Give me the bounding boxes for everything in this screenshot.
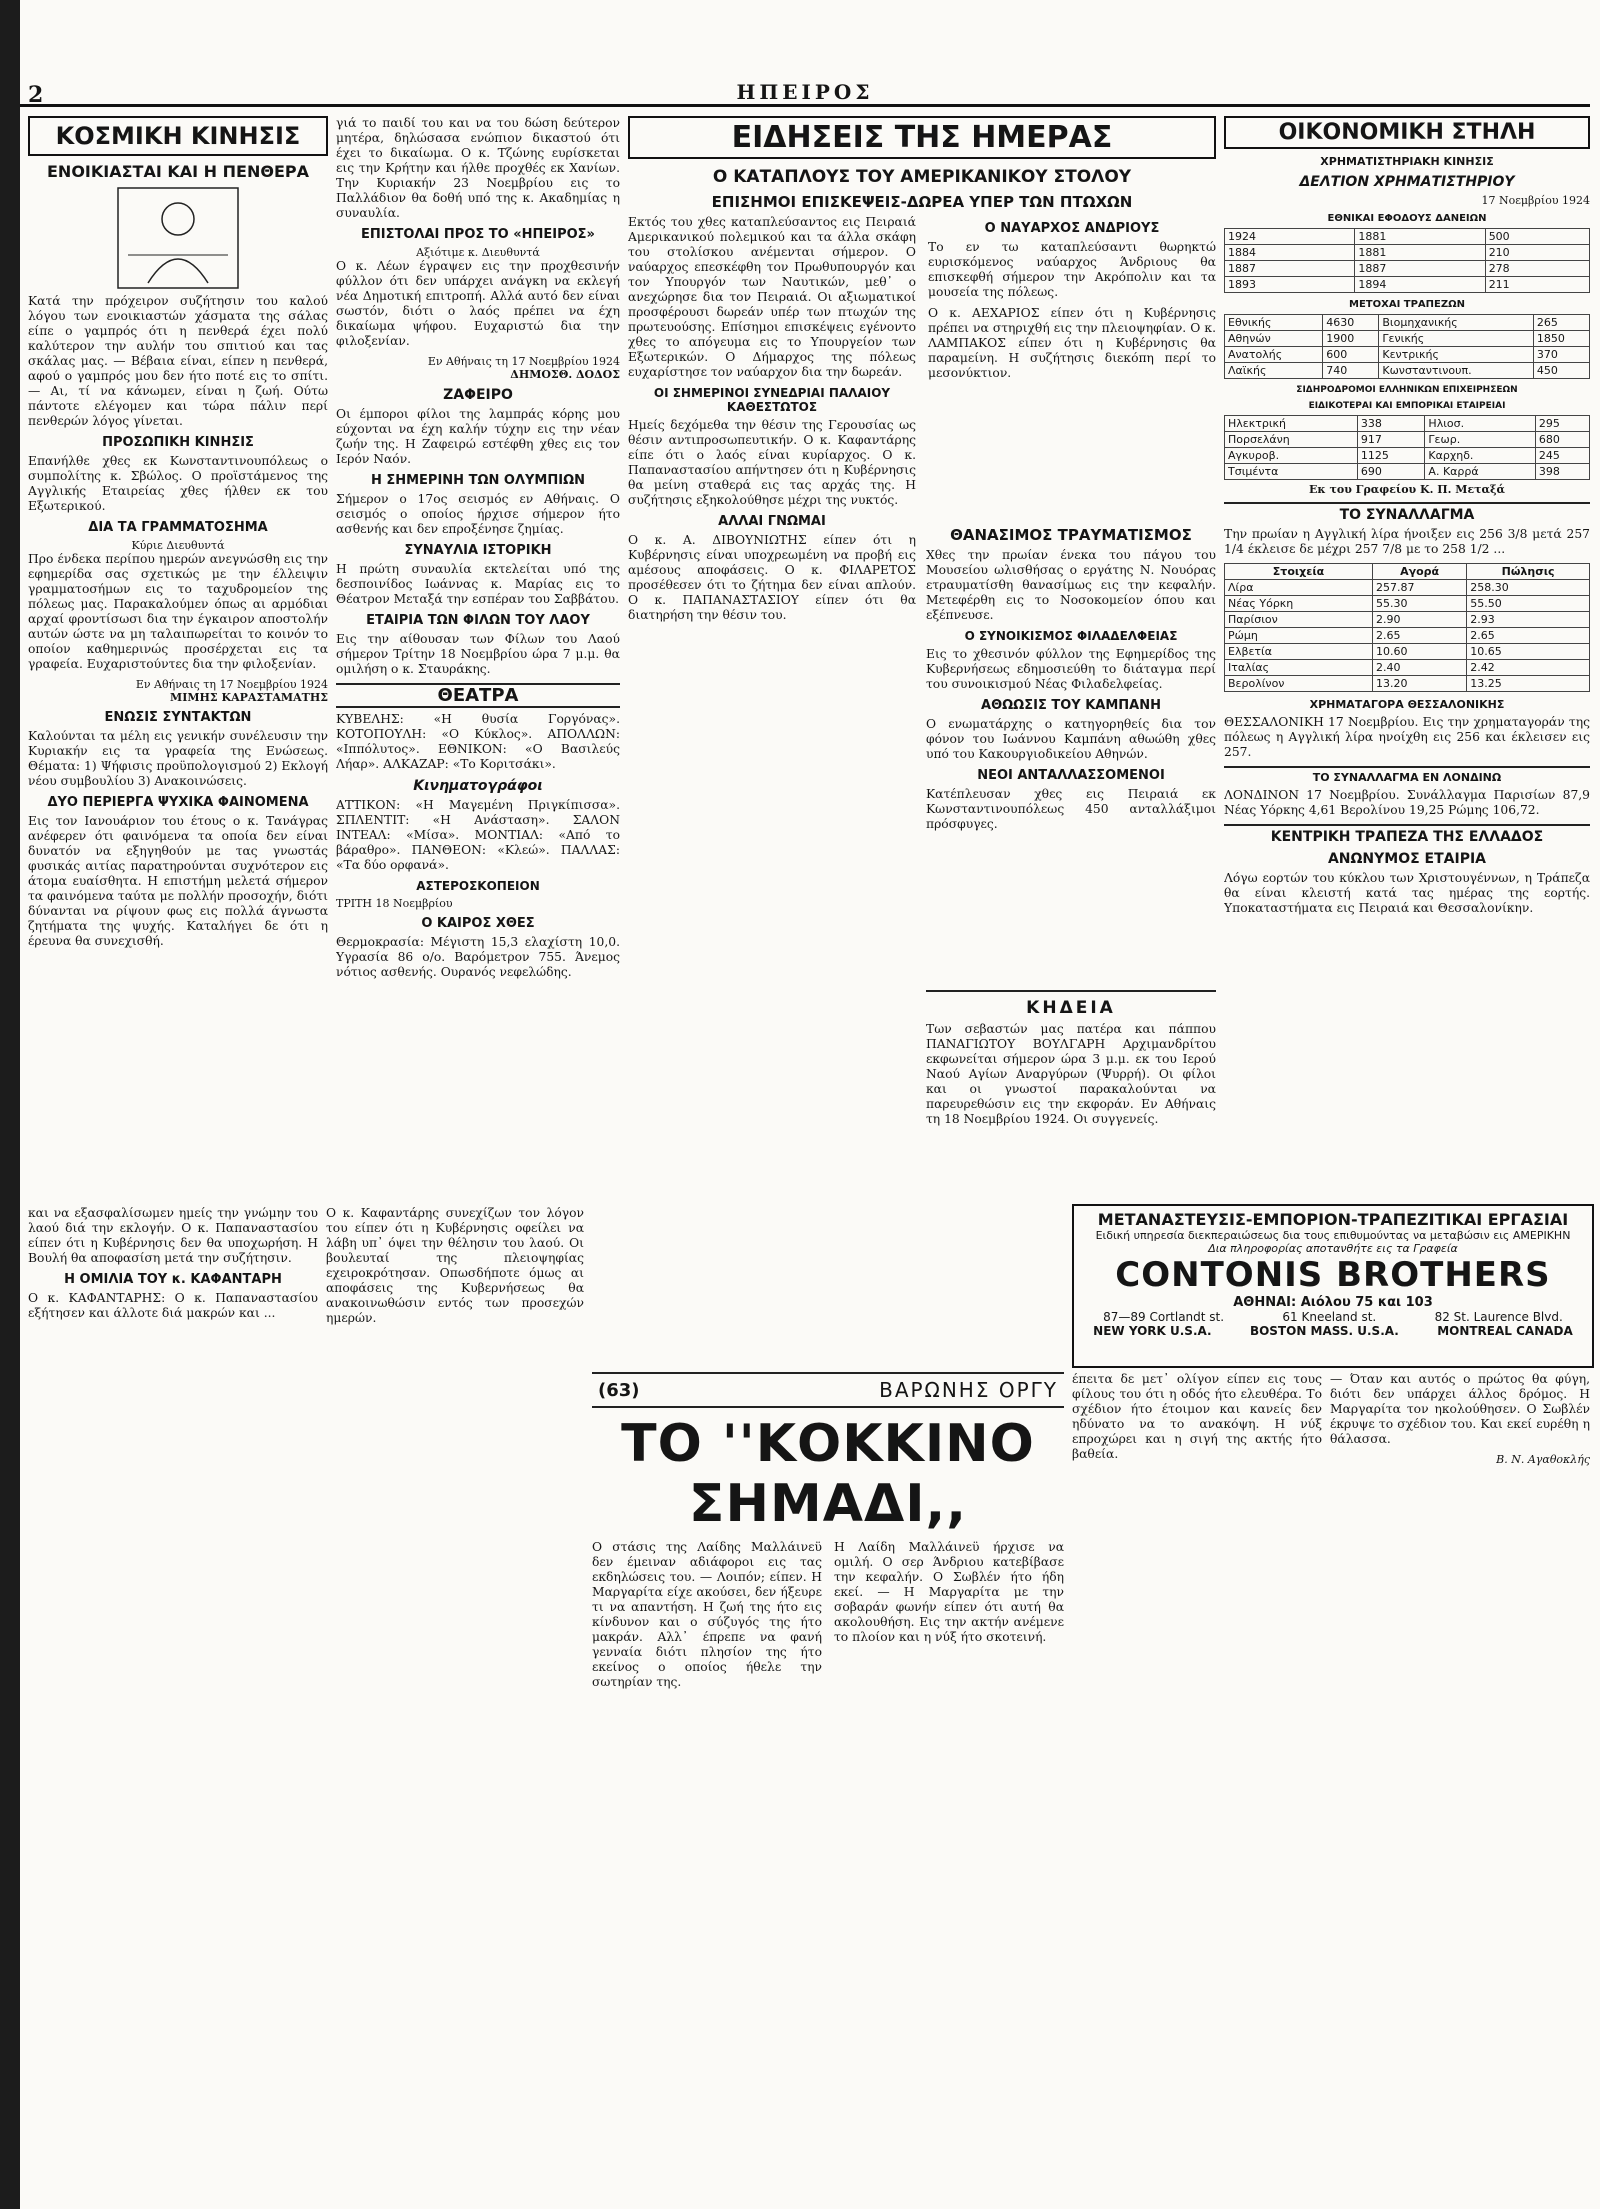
- column-1-bottom: [28, 1206, 318, 2196]
- column-social: [28, 116, 328, 1201]
- funeral-text: Των σεβαστών μας πατέρα και πάππου ΠΑΝΑΓΙΩΤΟΥ ΒΟΥΛΓΑΡΗ Αρχιμανδρίτου εκφωνείται σήμερον ώρα 3 μ.μ. εκ του Ιερού Ναού Αγίων Αναργύρων (Ψυρρή). Οι φίλοι και οι γνωστοί παρακαλούνται να παρευρεθώσιν εις την εκφοράν. Εν Αθήναις τη 18 Νοεμβρίου 1924. Οι συγγενείς.: [926, 1022, 1216, 1126]
- table-row: 1884 1881 210: [1225, 245, 1590, 261]
- zafeiro-text: Οι έμποροι φίλοι της λαμπράς κόρης μου εύχονται να έχη καλήν τύχην εις την νέαν ζωήν της. Η Ζαφειρώ εστέφθη χθες εις τον Ιερόν Ναόν.: [336, 407, 620, 466]
- lead-story-text: Εκτός του χθες καταπλεύσαντος εις Πειραιά Αμερικανικού πολεμικού και τα άλλα σκάφη του στολίσκου ανέμενται σήμερον. Ο ναύαρχος επεσκέφθη τον Πρωθυπουργόν και τον Υπουργόν των Ναυτικών, μεθ᾽ ο ανεχώρησε δια τον Πειραιά. Οι αξιωματικοί προσφέρουσι δωρεάν υπέρ των πτωχών της πρωτευούσης. Επίσημοι επισκέψεις εγένοντο χθες το απόγευμα εις το Υπουργείον των Εξωτερικών. Ο Δήμαρχος της πόλεως ευχαρίστησε τον ναύαρχον δια την δωρεάν.: [628, 215, 916, 379]
- news-continued-text: Ο κ. ΑΕΧΑΡΙΟΣ είπεν ότι η Κυβέρνησις πρέπει να στηριχθή εις την πλειοψηφίαν. Ο κ. ΛΑΜΠΑΚΟΣ είπεν ότι η Κυβέρνησις θα παραμείνη. Η συζήτησις διεκόπη περί το μεσονύκτιον.: [928, 306, 1216, 380]
- heading-weather: Ο ΚΑΙΡΟΣ ΧΘΕΣ: [421, 916, 535, 931]
- ad-brand: CONTONIS BROTHERS: [1115, 1255, 1551, 1295]
- finance-subtitle: ΧΡΗΜΑΤΙΣΤΗΡΙΑΚΗ ΚΙΝΗΣΙΣ: [1320, 155, 1494, 168]
- lead-headline: Ο ΚΑΤΑΠΛΟΥΣ ΤΟΥ ΑΜΕΡΙΚΑΝΙΚΟΥ ΣΤΟΛΟΥ: [712, 167, 1132, 187]
- heading-society: ΕΤΑΙΡΙΑ ΤΩΝ ΦΙΛΩΝ ΤΟΥ ΛΑΟΥ: [366, 613, 590, 628]
- fatal-injury-text: Χθες την πρωίαν ένεκα του πάγου του Μουσείου ωλισθήσας ο εργάτης Ν. Νουόρας ετραυματίσθη θανασίμως εις την κεφαλήν. Μετεφέρθη εις το Νοσοκομείον όπου και εξέπνευσε.: [926, 548, 1216, 622]
- table-header-row: Στοιχεία Αγορά Πώλησις: [1225, 564, 1590, 580]
- newspaper-name: ΗΠΕΙΡΟΣ: [736, 80, 874, 104]
- heading-personal-news: ΠΡΟΣΩΠΙΚΗ ΚΙΝΗΣΙΣ: [102, 435, 254, 450]
- heading-synedria: ΟΙ ΣΗΜΕΡΙΝΟΙ ΣΥΝΕΔΡΙΑΙ ΠΑΛΑΙΟΥ ΚΑΘΕΣΤΩΤΟΣ: [653, 386, 891, 414]
- heading-railways: ΣΙΔΗΡΟΔΡΟΜΟΙ ΕΛΛΗΝΙΚΩΝ ΕΠΙΧΕΙΡΗΣΕΩΝ: [1296, 385, 1518, 395]
- heading-companies: ΕΙΔΙΚΟΤΕΡΑΙ ΚΑΙ ΕΜΠΟΡΙΚΑΙ ΕΤΑΙΡΕΙΑΙ: [1308, 401, 1506, 411]
- other-opinions-text: Ο κ. Α. ΔΙΒΟΥΝΙΩΤΗΣ είπεν ότι η Κυβέρνησις είναι υποχρεωμένη να προβή εις αμέσους αποφάσεις. Ο κ. ΦΙΛΑΡΕΤΟΣ προσέθεσεν ότι το ζήτημα δεν είναι απλούν. Ο κ. ΠΑΠΑΝΑΣΤΑΣΙΟΥ είπεν ότι θα διατηρήση την θέσιν του.: [628, 533, 916, 622]
- ad-info: Δια πληροφορίας αποτανθήτε εις τα Γραφεία: [1208, 1242, 1458, 1255]
- exchange-text: Την πρωίαν η Αγγλική λίρα ήνοιξεν εις 256 3/8 μετά 257 1/4 έκλεισε δε μέχρι 257 7/8 με το 258 1/2 ...: [1224, 527, 1590, 556]
- heading-philadelphia: Ο ΣΥΝΟΙΚΙΣΜΟΣ ΦΙΛΑΔΕΛΦΕΙΑΣ: [964, 629, 1178, 643]
- psychic-phenomena-text: Εις τον Ιανουάριον του έτους ο κ. Τανάγρας ανέφερεν ότι φαινόμενα τα οποία δεν είναι δυνατόν να εξηγηθούν με τας γνωστάς φυσικάς αιτίας παρατηρούνται συχνότερον εις άτομα ευαίσθητα. Η επιστήμη μελετά σήμερον τα φαινόμενα ταύτα με πολλήν προσοχήν, διότι δύνανται να ρίψουν φως εις πολλά άγνωστα ζητήματα της ψυχής. Καταλήγει δε ότι η έρευνα θα συνεχισθή.: [28, 814, 328, 948]
- page-number: 2: [28, 82, 44, 108]
- contonis-brothers-ad: [1072, 1204, 1594, 1368]
- column-finance: [1224, 116, 1590, 1196]
- column-news-right: [926, 520, 1216, 990]
- weather-text: Θερμοκρασία: Μέγιστη 15,3 ελαχίστη 10,0. Υγρασία 86 ο/ο. Βαρόμετρον 755. Άνεμος νότιος ασθενής. Ουρανός νεφελώδης.: [336, 935, 620, 979]
- heading-olympians: Η ΣΗΜΕΡΙΝΗ ΤΩΝ ΟΛΥΜΠΙΩΝ: [370, 473, 586, 488]
- ad-city-montreal: MONTREAL CANADA: [1437, 1324, 1573, 1338]
- bottom-text-1: και να εξασφαλίσωμεν ημείς την γνώμην του λαού διά την εκλογήν. Ο κ. Παπαναστασίου είπεν ότι η Κυβέρνησις δεν θα υποχωρήση. Η Βουλή θα αποφασίση μετά την συζήτησιν.: [28, 1206, 318, 1265]
- stamps-text: Προ ένδεκα περίπου ημερών ανεγνώσθη εις την εφημερίδα σας σχετικώς με την έλλειψιν γραμματοσήμων εις το ταχυδρομείον της πόλεως μας. Παρακαλούμεν όπως αι αρμόδιαι αρχαί φροντίσωσι δια την έγκαιρον αποστολήν αυτών ώστε να μη ταλαιπωρείται το κοινόν το οποίον καθημερινώς προσέρχεται εις τα γραφεία. Ευχαριστούντες δια την φιλοξενίαν.: [28, 552, 328, 671]
- stamps-signature: ΜΙΜΗΣ ΚΑΡΑΣΤΑΜΑΤΗΣ: [170, 691, 328, 704]
- heading-thessaloniki-market: ΧΡΗΜΑΤΑΓΟΡΑ ΘΕΣΣΑΛΟΝΙΚΗΣ: [1309, 698, 1505, 711]
- theatres-list: ΚΥΒΕΛΗΣ: «Η θυσία Γοργόνας». ΚΟΤΟΠΟΥΛΗ: «Ο Κύκλος». ΑΠΟΛΛΩΝ: «Ιππόλυτος». ΕΘΝΙΚΟΝ: «Ο Βασιλεύς Λήαρ». ΑΛΚΑΖΑΡ: «Το Κοριτσάκι».: [336, 712, 620, 771]
- table-row: Λαϊκής 740 Κωνσταντινουπ. 450: [1225, 363, 1590, 379]
- table-row: Ανατολής 600 Κεντρικής 370: [1225, 347, 1590, 363]
- letters-date: Εν Αθήναις τη 17 Νοεμβρίου 1924: [427, 355, 620, 368]
- serial-author: ΒΑΡΩΝΗΣ ΟΡΓΥ: [879, 1378, 1058, 1402]
- kampanis-text: Ο ενωματάρχης ο κατηγορηθείς δια τον φόνον του Ιωάννου Καμπάνη αθωώθη χθες υπό του Κακουργιοδικείου Αθηνών.: [926, 717, 1216, 761]
- section-title-social: ΚΟΣΜΙΚΗ ΚΙΝΗΣΙΣ: [28, 116, 328, 156]
- admiral-text: Το εν τω καταπλεύσαντι θωρηκτώ ευρισκόμενος ναύαρχος Άνδριους θα επισκεφθή σήμερον την Ακρόπολιν και τα μουσεία της πόλεως.: [928, 240, 1216, 299]
- masthead: [20, 80, 1590, 108]
- refugees-text: Κατέπλευσαν χθες εις Πειραιά εκ Κωνσταντινουπόλεως 450 ανταλλάξιμοι πρόσφυγες.: [926, 787, 1216, 831]
- society-text: Εις την αίθουσαν των Φίλων του Λαού σήμερον Τρίτην 18 Νοεμβρίου ώρα 7 μ.μ. θα ομιλήση ο κ. Σταυράκης.: [336, 632, 620, 676]
- cinemas-list: ΑΤΤΙΚΟΝ: «Η Μαγεμένη Πριγκίπισσα». ΣΠΛΕΝΤΙΤ: «Η Ανάσταση». ΣΑΛΟΝ ΙΝΤΕΑΛ: «Μίσα». ΜΟΝΤΙΑΛ: «Από το βάραθρο». ΠΑΝΘΕΟΝ: «Κλεώ». ΠΑΛΛΑΣ: «Τα δύο ορφανά».: [336, 798, 620, 872]
- column-4-bottom: [1072, 1372, 1322, 2192]
- philadelphia-text: Εις το χθεσινόν φύλλον της Εφημερίδος της Κυβερνήσεως εδημοσιεύθη το διάταγμα περί του συνοικισμού Νέας Φιλαδελφείας.: [926, 647, 1216, 691]
- central-bank-text: Λόγω εορτών του κύκλου των Χριστουγέννων, η Τράπεζα θα είναι κλειστή κατά τας ημέρας της εορτής. Υποκαταστήματα εις Πειραιά και Θεσσαλονίκην.: [1224, 871, 1590, 915]
- finance-source: Εκ του Γραφείου Κ. Π. Μεταξά: [1309, 483, 1505, 496]
- serial-novel: [592, 1372, 1064, 2194]
- ad-address-ny: 87—89 Cortlandt st.: [1103, 1310, 1225, 1324]
- bank-shares-table: [1224, 314, 1590, 379]
- heading-loans: ΕΘΝΙΚΑΙ ΕΦΟΔΟΥΣ ΔΑΝΕΙΩΝ: [1327, 213, 1487, 224]
- heading-cinemas: Κινηματογράφοι: [413, 778, 543, 794]
- heading-refugees: ΝΕΟΙ ΑΝΤΑΛΛΑΣΣΟΜΕΝΟΙ: [977, 768, 1165, 783]
- table-row: 1924 1881 500: [1225, 229, 1590, 245]
- section-title-finance: ΟΙΚΟΝΟΜΙΚΗ ΣΤΗΛΗ: [1224, 116, 1590, 149]
- table-row: 1887 1887 278: [1225, 261, 1590, 277]
- column-announcements: [336, 116, 620, 1201]
- bulletin-date: 17 Νοεμβρίου 1924: [1481, 194, 1590, 207]
- continued-text: γιά το παιδί του και να του δώση δεύτερον μητέρα, δηλώσασα ενώπιον δικαστού ότι έχει το δικαίωμα. Ο κ. Τζώνης ευρίσκεται εις την Κρήτην και ήλθε προχθές εκ Χανίων. Την Κυριακήν 23 Νοεμβρίου εις το Παλλάδιον θα δοθή υπό της κ. Ακαδημίας η συναυλία.: [336, 116, 620, 220]
- table-row: Ελβετία 10.60 10.65: [1225, 644, 1590, 660]
- heading-zafeiro: ΖΑΦΕΙΡΟ: [443, 387, 513, 403]
- thessaloniki-market-text: ΘΕΣΣΑΛΟΝΙΚΗ 17 Νοεμβρίου. Εις την χρηματαγοράν της πόλεως η Αγγλική λίρα ηνοίχθη εις 256 και έκλεισεν εις 257.: [1224, 715, 1590, 759]
- section-title-news: ΕΙΔΗΣΕΙΣ ΤΗΣ ΗΜΕΡΑΣ: [628, 116, 1216, 159]
- synedria-text: Ημείς δεχόμεθα την θέσιν της Γερουσίας ως θέσιν αντιπροσωπευτικήν. Ο κ. Καφαντάρης είπε ότι ο λαός είναι κυρίαρχος. Ο κ. Παπαναστασίου απήντησεν ότι η Κυβέρνησις θα μείνη σταθερά εις τας αρχάς της. Η συζήτησις εξηκολούθησε μέχρι της νυκτός.: [628, 418, 916, 507]
- feature-illustration: [28, 185, 328, 290]
- table-row: 1893 1894 211: [1225, 277, 1590, 293]
- letters-salutation: Αξιότιμε κ. Διευθυντά: [416, 246, 540, 259]
- heading-kafantaris-speech: Η ΟΜΙΛΙΑ ΤΟΥ κ. ΚΑΦΑΝΤΑΡΗ: [64, 1272, 282, 1287]
- funeral-notice: [926, 990, 1216, 1197]
- ad-city-ny: NEW YORK U.S.A.: [1093, 1324, 1212, 1338]
- table-row: Παρίσιον 2.90 2.93: [1225, 612, 1590, 628]
- serial-text-right: Η Λαίδη Μαλλάινεϋ ήρχισε να ομιλή. Ο σερ Άνδριου κατεβίβασε την κεφαλήν. Ο Σωβλέν ήτο ήδη εκεί. — Η Μαργαρίτα με την σοβαράν φωνήν είπεν ότι αυτή θα ακολουθήση. Εις την ακτήν ανέμενε το πλοίον και η νύξ ήτο σκοτεινή.: [834, 1540, 1064, 1644]
- olympians-text: Σήμερον ο 17ος σεισμός εν Αθήναις. Ο σεισμός ο οποίος ήρχισε σήμερον ήτο ασθενής και δεν επροξένησε ζημίας.: [336, 492, 620, 536]
- heading-other-opinions: ΑΛΛΑΙ ΓΝΩΜΑΙ: [718, 514, 826, 529]
- column-5-bottom: [1330, 1372, 1590, 2192]
- london-exchange-text: ΛΟΝΔΙΝΟΝ 17 Νοεμβρίου. Συνάλλαγμα Παρισίων 87,9 Νέας Υόρκης 4,61 Βερολίνου 19,25 Ρώμης 106,72.: [1224, 788, 1590, 817]
- heading-central-bank-sub: ΑΝΩΝΥΜΟΣ ΕΤΑΙΡΙΑ: [1327, 851, 1487, 867]
- table-row: Τσιμέντα 690 Α. Καρρά 398: [1225, 464, 1590, 480]
- table-row: Εθνικής 4630 Βιομηχανικής 265: [1225, 315, 1590, 331]
- observatory-date: ΤΡΙΤΗ 18 Νοεμβρίου: [336, 897, 453, 910]
- heading-london-exchange: ΤΟ ΣΥΝΑΛΛΑΓΜΑ ΕΝ ΛΟΝΔΙΝΩ: [1224, 766, 1590, 784]
- heading-central-bank: ΚΕΝΤΡΙΚΗ ΤΡΑΠΕΖΑ ΤΗΣ ΕΛΛΑΔΟΣ: [1224, 824, 1590, 845]
- bottom-text-2: Ο κ. Καφαντάρης συνεχίζων τον λόγον του είπεν ότι η Κυβέρνησις οφείλει να λάβη υπ᾽ όψει την θέλησιν του λαού. Οι βουλευταί της πλειοψηφίας εχειροκρότησαν. Οπωσδήποτε όμως αι αποφάσεις της Κυβερνήσεως θα ανακοινωθώσιν εντός των προσεχών ημερών.: [326, 1206, 584, 1325]
- column-2-bottom: [326, 1206, 584, 2196]
- table-row: Ρώμη 2.65 2.65: [1225, 628, 1590, 644]
- heading-stamps: ΔΙΑ ΤΑ ΓΡΑΜΜΑΤΟΣΗΜΑ: [88, 520, 268, 535]
- heading-exchange: ΤΟ ΣΥΝΑΛΛΑΓΜΑ: [1224, 502, 1590, 523]
- heading-concert: ΣΥΝΑΥΛΙΑ ΙΣΤΟΡΙΚΗ: [404, 543, 552, 558]
- serial-number: (63): [598, 1379, 640, 1401]
- concert-text: Η πρώτη συναυλία εκτελείται υπό της δεσποινίδος Ιωάννας κ. Μαρίας εις το Θέατρον Μεταξά την εσπέραν του Σαββάτου.: [336, 562, 620, 606]
- ad-services: ΜΕΤΑΝΑΣΤΕΥΣΙΣ-ΕΜΠΟΡΙΟΝ-ΤΡΑΠΕΖΙΤΙΚΑΙ ΕΡΓΑΣΙΑΙ: [1097, 1210, 1569, 1229]
- bottom-text-4: έπειτα δε μετ᾽ ολίγον είπεν εις τους φίλους του ότι η οδός ήτο ελευθέρα. Το σχέδιον ήτο έτοιμον και κανείς δεν ηδύνατο να το ανακόψη. Η νύξ επροχώρει και η σιγή της ακτής ήτο βαθεία.: [1072, 1372, 1322, 1461]
- letters-signature: ΔΗΜΟΣΘ. ΔΟΔΟΣ: [510, 368, 620, 381]
- stamps-date: Εν Αθήναις τη 17 Νοεμβρίου 1924: [135, 678, 328, 691]
- heading-journalists-union: ΕΝΩΣΙΣ ΣΥΝΤΑΚΤΩΝ: [104, 710, 252, 725]
- page-binding-edge: [0, 0, 20, 2209]
- table-row: Λίρα 257.87 258.30: [1225, 580, 1590, 596]
- table-row: Βερολίνον 13.20 13.25: [1225, 676, 1590, 692]
- exchange-bulletin-title: ΔΕΛΤΙΟΝ ΧΡΗΜΑΤΙΣΤΗΡΙΟΥ: [1299, 174, 1515, 190]
- feature-title: ΕΝΟΙΚΙΑΣΤΑΙ ΚΑΙ Η ΠΕΝΘΕΡΑ: [47, 162, 309, 181]
- heading-funeral: ΚΗΔΕΙΑ: [1026, 998, 1116, 1018]
- ad-athens-address: ΑΘΗΝΑΙ: Αιόλου 75 και 103: [1233, 1295, 1433, 1310]
- feature-text: Κατά την πρόχειρον συζήτησιν του καλού λόγου των ενοικιαστών χάσματα της σάλας είπε ο γαμπρός ότι η πενθερά έχει πολύ καλύτερον την αυλήν του σπιτιού και τας σκάλας μας. — Βέβαια είναι, είπεν η πενθερά, αφού ο γαμπρός μου δεν ήτο ποτέ εις το σπίτι. — Αι, τί να κάνωμεν, είναι η ζωή. Ούτω πάντοτε ελέγομεν και τώρα πάλιν περί πενθερών λόγος γίνεται.: [28, 294, 328, 428]
- kafantaris-speech-text: Ο κ. ΚΑΦΑΝΤΑΡΗΣ: Ο κ. Παπαναστασίου εξήτησεν και άλλοτε διά μακρών και ...: [28, 1291, 318, 1320]
- ad-description: Ειδική υπηρεσία διεκπεραιώσεως δια τους επιθυμούντας να μεταβώσιν εις ΑΜΕΡΙΚΗΝ: [1095, 1229, 1571, 1242]
- heading-kampanis: ΑΘΩΩΣΙΣ ΤΟΥ ΚΑΜΠΑΝΗ: [981, 698, 1161, 713]
- heading-fatal-injury: ΘΑΝΑΣΙΜΟΣ ΤΡΑΥΜΑΤΙΣΜΟΣ: [950, 526, 1192, 544]
- bottom-text-5: — Όταν και αυτός ο πρώτος θα φύγη, διότι δεν υπάρχει άλλος δρόμος. Η Μαργαρίτα τον ηκολούθησεν. Ο Σωβλέν έκρυψε το σχέδιον του. Και εκεί ευρέθη η θάλασσα.: [1330, 1372, 1590, 1446]
- ad-city-boston: BOSTON MASS. U.S.A.: [1249, 1324, 1399, 1338]
- companies-table: [1224, 415, 1590, 480]
- personal-news-text: Επανήλθε χθες εκ Κωνσταντινουπόλεως ο συμπολίτης κ. Σβώλος. Ο προϊστάμενος της Αγγλικής Εταιρείας χθες ήλθεν εκ του Εξωτερικού.: [28, 454, 328, 513]
- loans-table: [1224, 228, 1590, 293]
- heading-admiral: Ο ΝΑΥΑΡΧΟΣ ΑΝΔΡΙΟΥΣ: [984, 221, 1160, 236]
- table-row: Αθηνών 1900 Γενικής 1850: [1225, 331, 1590, 347]
- heading-bank-shares: ΜΕΤΟΧΑΙ ΤΡΑΠΕΖΩΝ: [1349, 299, 1465, 310]
- journalists-union-text: Καλούνται τα μέλη εις γενικήν συνέλευσιν την Κυριακήν εις τα γραφεία της Ενώσεως. Θέματα: 1) Ψήφισις προϋπολογισμού 2) Εκλογή νέου συμβουλίου 3) Ανακοινώσεις.: [28, 729, 328, 788]
- heading-letters: ΕΠΙΣΤΟΛΑΙ ΠΡΟΣ ΤΟ «ΗΠΕΙΡΟΣ»: [361, 227, 595, 242]
- table-row: Αγκυροβ. 1125 Καρχηδ. 245: [1225, 448, 1590, 464]
- heading-psychic-phenomena: ΔΥΟ ΠΕΡΙΕΡΓΑ ΨΥΧΙΚΑ ΦΑΙΝΟΜΕΝΑ: [47, 795, 309, 810]
- serial-title: ΤΟ ''ΚΟΚΚΙΝΟ ΣΗΜΑΔΙ,,: [621, 1414, 1035, 1534]
- ad-address-boston: 61 Kneeland st.: [1282, 1310, 1377, 1324]
- table-row: Ιταλίας 2.40 2.42: [1225, 660, 1590, 676]
- exchange-rates-table: [1224, 563, 1590, 692]
- letters-text: Ο κ. Λέων έγραψεν εις την προχθεσινήν φύλλον ότι δεν υπάρχει ανάγκη να εκλεγή νέα Δημοτική επιτροπή. Αλλά αυτό δεν είναι σωστόν, διότι ο λαός πρέπει να έχη δικαίωμα ψήφου. Ευχαριστώ δια την φιλοξενίαν.: [336, 259, 620, 348]
- table-row: Πορσελάνη 917 Γεωρ. 680: [1225, 432, 1590, 448]
- heading-theatres: ΘΕΑΤΡΑ: [336, 683, 620, 708]
- serial-text-left: Ο στάσις της Λαίδης Μαλλάινεϋ δεν έμειναν αδιάφοροι εις τας εκδηλώσεις του. — Λοιπόν; είπεν. Η Μαργαρίτα είχε ακούσει, δεν ήξευρε τι να απαντήση. Η ζωή της ήτο εις κίνδυνον και ο σύζυγός της ήτο μακράν. Αλλ᾽ έπρεπε να φανή γενναία διότι πλησίον της ήτο εκείνος ο οποίος ήθελε την σωτηρίαν της.: [592, 1540, 822, 1689]
- heading-observatory: ΑΣΤΕΡΟΣΚΟΠΕΙΟΝ: [416, 879, 540, 893]
- lead-subheadline: ΕΠΙΣΗΜΟΙ ΕΠΙΣΚΕΨΕΙΣ-ΔΩΡΕΑ ΥΠΕΡ ΤΩΝ ΠΤΩΧΩΝ: [711, 193, 1133, 211]
- table-row: Νέας Υόρκη 55.30 55.50: [1225, 596, 1590, 612]
- table-row: Ηλεκτρική 338 Ηλιοσ. 295: [1225, 416, 1590, 432]
- ad-address-montreal: 82 St. Laurence Blvd.: [1434, 1310, 1563, 1324]
- bottom-signature: Β. Ν. Αγαθοκλής: [1496, 1453, 1590, 1466]
- stamps-salutation: Κύριε Διευθυντά: [131, 539, 225, 552]
